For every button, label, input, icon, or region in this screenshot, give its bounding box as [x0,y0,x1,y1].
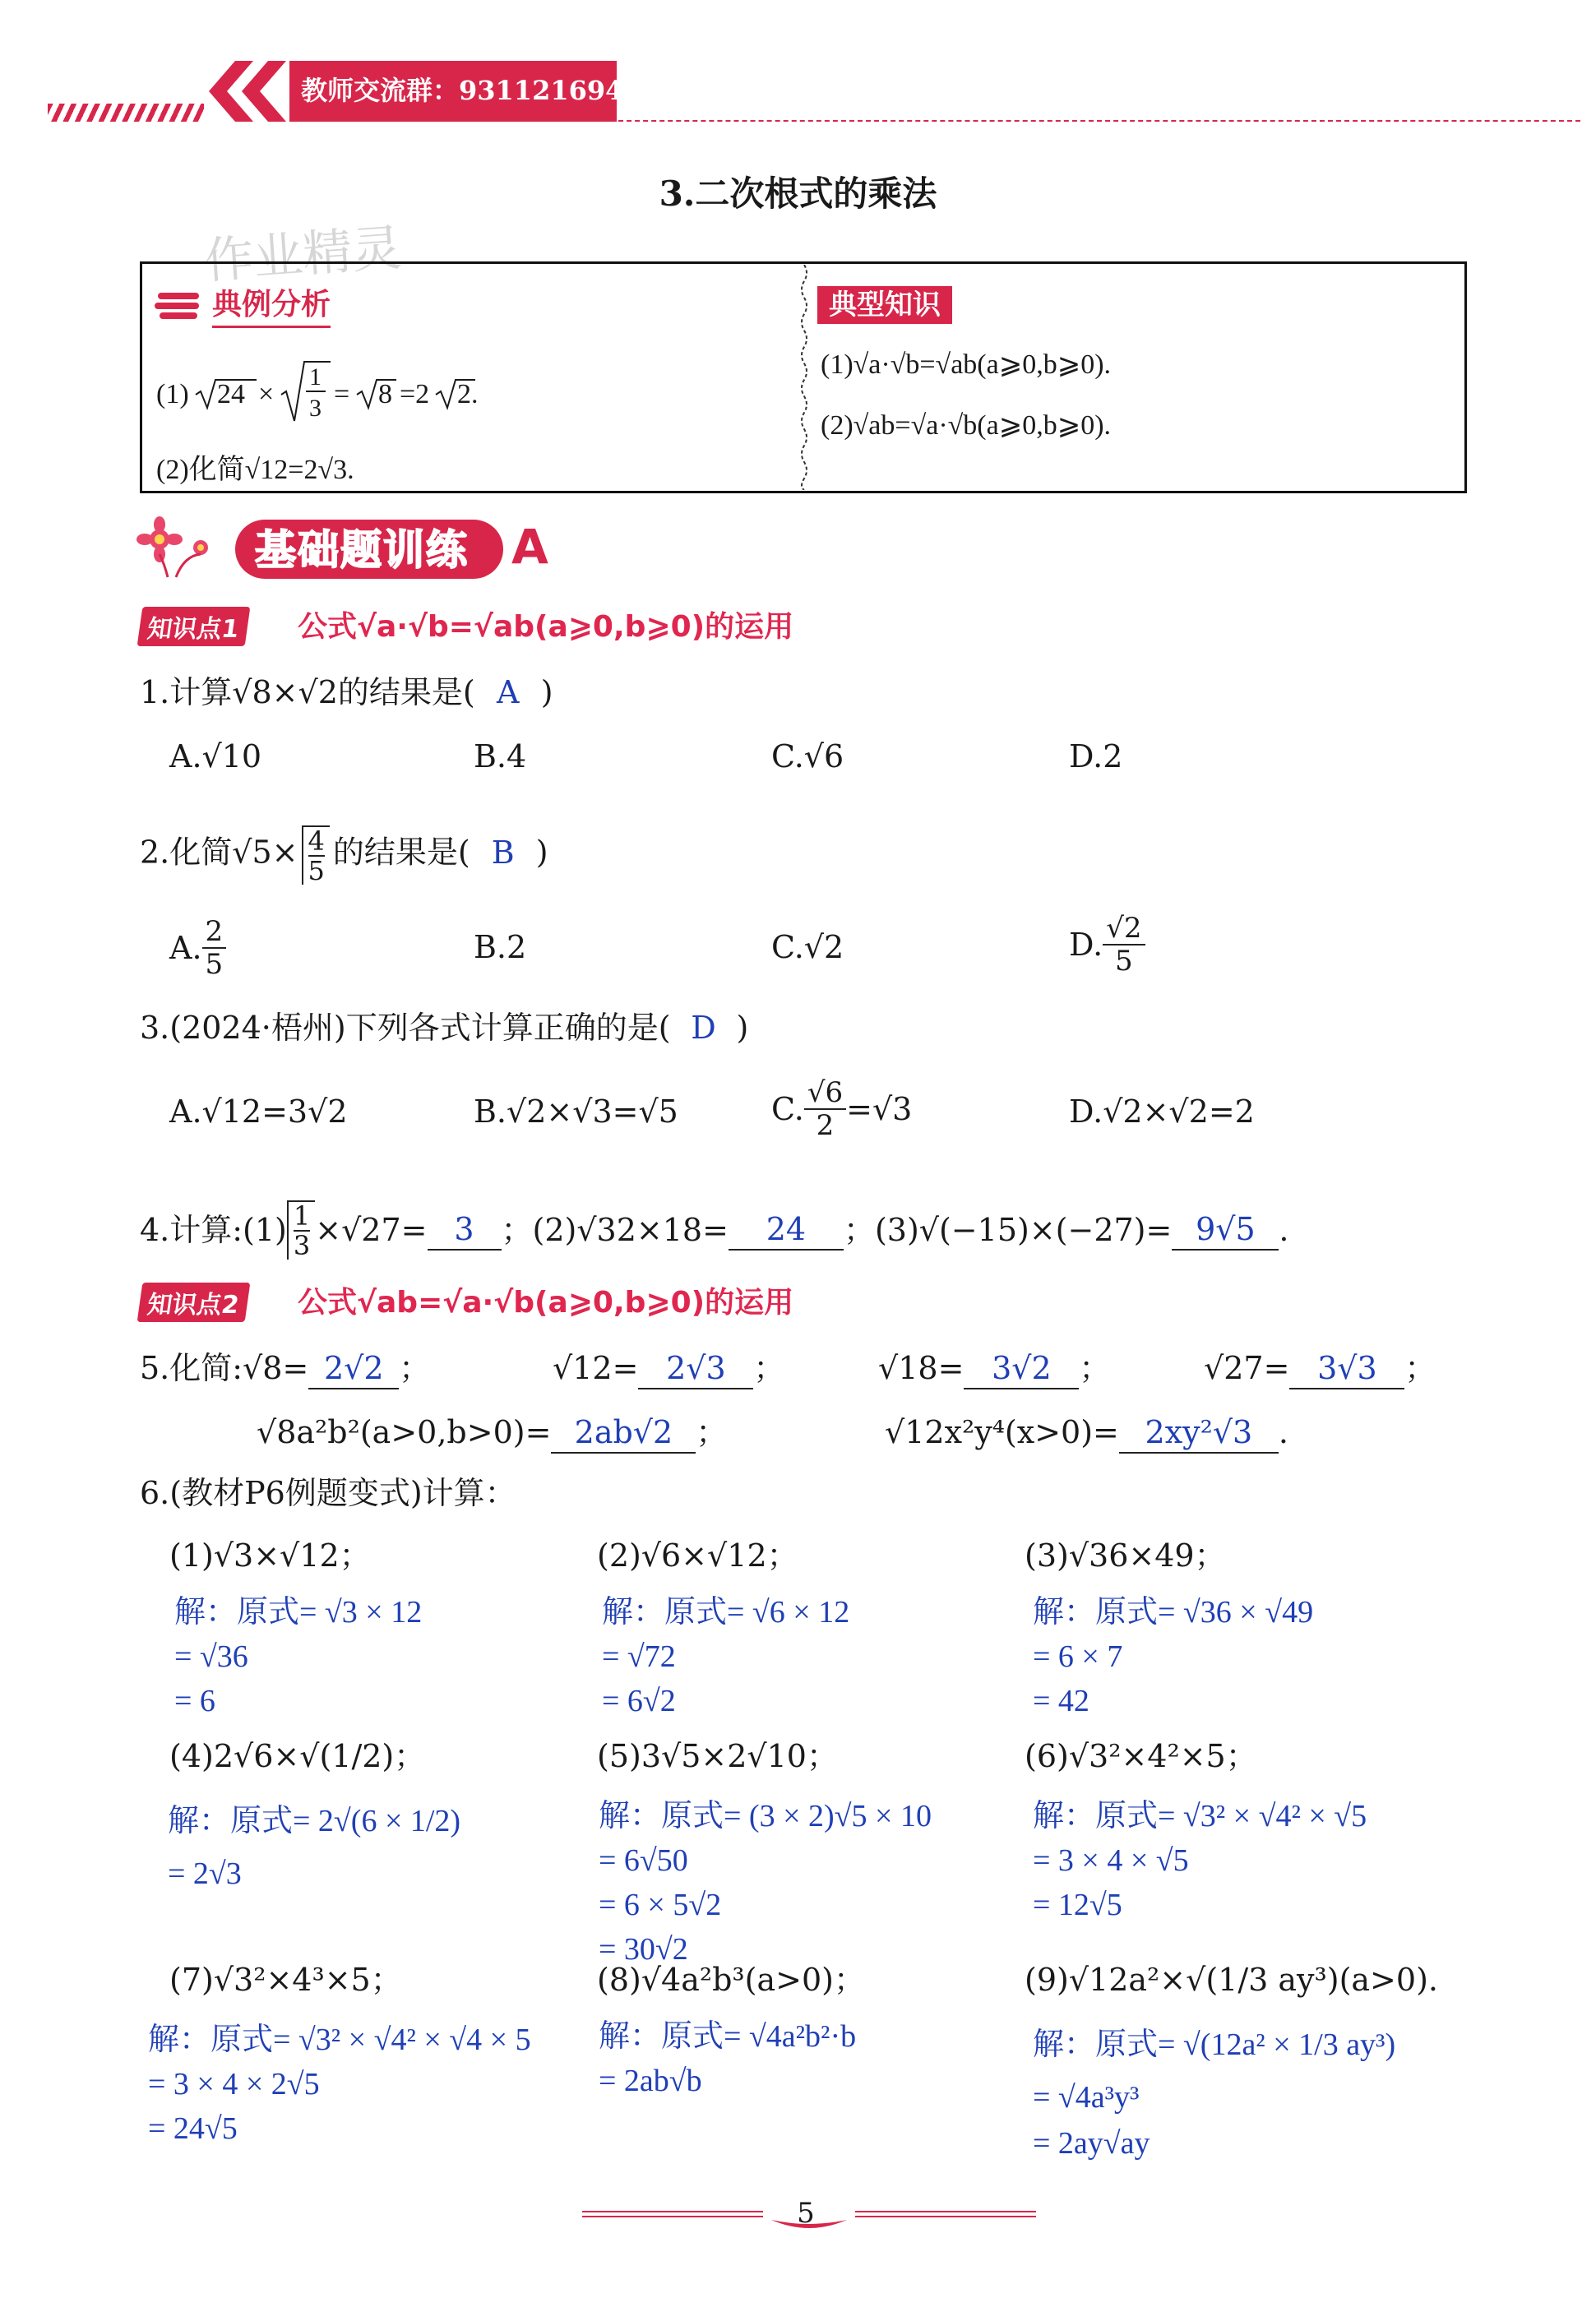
q6-part2-label: (2)√6×√12； [597,1537,798,1574]
q4-answer-3: 9√5 [1172,1209,1279,1251]
svg-text:×: × [258,379,275,409]
q5-answer-5: 2ab√2 [551,1412,696,1454]
q6-part7-label: (7)√3²×4³×5； [169,1962,402,1998]
q6-part1-line3: = 6 [174,1684,215,1718]
q1-option-d: D.2 [1069,738,1123,774]
q4-line: 4.计算:(1) $\frac{1}{3}$ ×√27= 3 ；(2)√32×18= 24 ；(3)√(−15)×(−27)= 9√5 . [140,1200,1289,1261]
example-analysis-tag: 典例分析 [212,284,331,328]
q3-option-b: B.√2×√3=√5 [474,1093,678,1130]
example-analysis-item2: (2)化简√12=2√3. [156,455,354,485]
svg-text:(1): (1) [156,379,189,409]
q5-row1c: √18= 3√2 ； [878,1348,1110,1389]
svg-text:3: 3 [309,395,322,422]
q2-option-c: C.√2 [771,929,844,965]
flower-icon [135,515,234,584]
q6-part7-line3: = 24√5 [148,2111,238,2146]
q6-part3-line3: = 42 [1033,1684,1089,1718]
q6-part1-line2: = √36 [174,1639,248,1674]
q3-option-d: D.√2×√2=2 [1069,1093,1255,1130]
q2-stem: 2.化简√5× $\frac{4}{5}$ 的结果是( B ) [140,825,548,886]
q5-answer-6: 2xy²√3 [1119,1412,1279,1454]
kp2-tag: 知识点2 [137,1283,251,1322]
q6-part8-line2: = 2ab√b [599,2064,702,2098]
q4-answer-2: 24 [729,1209,844,1251]
q2-option-b: B.2 [474,929,527,965]
page-title: 3.二次根式的乘法 [659,173,937,214]
typical-knowledge-item1: (1)√a·√b=√ab(a⩾0,b⩾0). [821,349,1112,380]
q6-part2-line3: = 6√2 [602,1684,676,1718]
q5-answer-3: 3√2 [964,1348,1079,1389]
kp1-title: 公式√a·√b=√ab(a⩾0,b⩾0)的运用 [298,610,794,644]
q3-stem: 3.(2024·梧州)下列各式计算正确的是( D ) [140,1010,749,1046]
q6-part7-line1: 解：原式= √3² × √4² × √4 × 5 [148,2023,531,2057]
q1-option-a: A.√10 [169,738,262,774]
q1-option-b: B.4 [474,738,527,774]
q5-answer-4: 3√3 [1289,1348,1404,1389]
q6-part2-line1: 解：原式= √6 × 12 [602,1595,850,1630]
q6-part9-line3: = 2ay√ay [1033,2126,1150,2161]
q1-stem: 1.计算√8×√2的结果是( A ) [140,674,553,710]
kp2-title: 公式√ab=√a·√b(a⩾0,b⩾0)的运用 [298,1286,794,1320]
q6-part5-line3: = 6 × 5√2 [599,1888,722,1922]
q6-part3-label: (3)√36×49； [1025,1537,1226,1574]
q6-part7-line2: = 3 × 4 × 2√5 [148,2067,320,2101]
q6-part3-line1: 解：原式= √36 × √49 [1033,1595,1314,1630]
q6-part5-label: (5)3√5×2√10； [597,1738,838,1774]
q6-part1-label: (1)√3×√12； [169,1537,371,1574]
q5-row1d: √27= 3√3 ； [1204,1348,1436,1389]
q2-option-a: A. $\frac{2}{5}$ [169,916,226,980]
kp1-tag: 知识点1 [137,607,251,646]
q4-answer-1: 3 [428,1209,502,1251]
svg-text:1: 1 [309,363,322,391]
typical-knowledge-item2: (2)√ab=√a·√b(a⩾0,b⩾0). [821,410,1112,441]
q5-answer-2: 2√3 [638,1348,753,1389]
q2-option-d: D. $\frac{√2}{5}$ [1069,913,1145,977]
svg-text:=2: =2 [400,379,430,409]
header-stripes [48,104,204,122]
q5-row1: 5.化简:√8= 2√2 ； [140,1348,430,1389]
q6-part2-line2: = √72 [602,1639,676,1674]
training-banner-label: 基础题训练 [255,526,469,574]
q6-part9-label: (9)√12a²×√(1/3 ay³)(a>0). [1025,1962,1438,1998]
example-analysis-icon [155,289,204,327]
q6-part6-line1: 解：原式= √3² × √4² × √5 [1033,1799,1367,1833]
svg-text:8: 8 [378,379,392,409]
q6-part8-label: (8)√4a²b³(a>0)； [597,1962,865,1998]
q6-part5-line4: = 30√2 [599,1932,688,1967]
q6-part4-label: (4)2√6×√(1/2)； [169,1738,426,1774]
svg-text:=: = [334,379,350,409]
q6-part4-line2: = 2√3 [168,1856,242,1891]
q5-row1b: √12= 2√3 ； [553,1348,784,1389]
typical-knowledge-tag: 典型知识 [817,286,952,324]
q6-part6-label: (6)√3²×4²×5； [1025,1738,1257,1774]
training-level: A [511,519,548,575]
example-box-divider [798,265,811,490]
q3-option-a: A.√12=3√2 [169,1093,348,1130]
q6-part9-line2: = √4a³y³ [1033,2080,1140,2115]
header-dashed-line [618,120,1580,122]
watermark: 作业精灵 [202,219,404,291]
q6-part6-line2: = 3 × 4 × √5 [1033,1843,1189,1878]
page-number: 5 [797,2197,815,2230]
q1-option-c: C.√6 [771,738,844,774]
q5-row2: √8a²b²(a>0,b>0)= 2ab√2 ； [257,1412,727,1454]
q6-part6-line3: = 12√5 [1033,1888,1122,1922]
q5-row2b: √12x²y⁴(x>0)= 2xy²√3 . [885,1412,1288,1454]
svg-text:2.: 2. [457,379,479,409]
q3-option-c: C. $\frac{√6}{2}$ =√3 [771,1076,913,1142]
q6-part4-line1: 解：原式= 2√(6 × 1/2) [168,1804,461,1838]
svg-text:24: 24 [217,379,245,409]
q5-answer-1: 2√2 [308,1348,399,1389]
q6-part9-line1: 解：原式= √(12a² × 1/3 ay³) [1033,2027,1396,2062]
q6-part8-line1: 解：原式= √4a²b²·b [599,2019,857,2054]
q6-part5-line1: 解：原式= (3 × 2)√5 × 10 [599,1799,932,1833]
header-group-label: 教师交流群：931121694 [301,75,624,106]
q6-stem: 6.(教材P6例题变式)计算： [140,1475,516,1511]
q6-part3-line2: = 6 × 7 [1033,1639,1123,1674]
q6-part1-line1: 解：原式= √3 × 12 [174,1595,423,1630]
q6-part5-line2: = 6√50 [599,1843,688,1878]
